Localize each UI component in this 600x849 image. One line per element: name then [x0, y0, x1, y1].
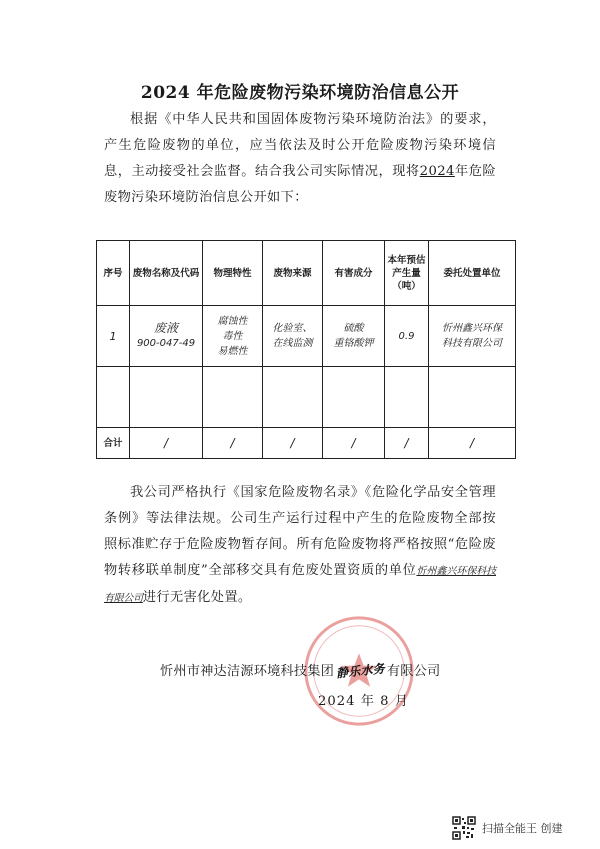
hazard-line: 重铬酸钾	[333, 338, 374, 349]
property-line: 腐蚀性	[217, 315, 248, 327]
header-hazardous-component: 有害成分	[323, 241, 385, 306]
total-value: /	[203, 428, 263, 459]
intro-text-before: 根据《中华人民共和国固体废物污染环境防治法》的要求，产生危险废物的单位，应当依法及时公开危险废物污染环境信息，主动接受社会监督。结合我公司实际情况，现将	[104, 112, 496, 179]
closing-text-after: 进行无害化处置。	[142, 590, 252, 605]
source-line: 化验室、	[272, 323, 313, 334]
header-disposal-unit: 委托处置单位	[429, 241, 516, 306]
closing-text-before: 我公司严格执行《国家危险废物名录》《危险化学品安全管理条例》等法律法规。公司生产运行过程中产生的危险废物全部按照标准贮存于危险废物暂存间。所有危险废物将严格按照“危险废物转移联单制度”全部移交具有危废处置资质的单位	[104, 485, 496, 578]
empty-cell	[385, 367, 429, 428]
total-value: /	[429, 428, 516, 459]
table-row	[97, 306, 516, 367]
company-name-after: 有限公司	[386, 664, 441, 679]
empty-cell	[429, 367, 516, 428]
closing-paragraph	[104, 480, 496, 612]
row-estimated-amount: 0.9	[385, 306, 429, 367]
table-total-row	[97, 428, 516, 459]
row-index: 1	[97, 306, 130, 367]
header-physical-property: 物理特性	[203, 241, 263, 306]
company-name-before: 忻州市神达洁源环境科技集团	[160, 664, 335, 679]
waste-info-table	[96, 240, 516, 459]
table-row-empty	[97, 367, 516, 428]
empty-cell	[263, 367, 323, 428]
hazard-line: 硫酸	[343, 323, 364, 334]
row-disposal-unit	[429, 306, 516, 367]
scanner-watermark	[452, 816, 592, 840]
disposer-line: 忻州鑫兴环保	[442, 323, 502, 334]
header-waste-name-code: 废物名称及代码	[130, 241, 203, 306]
source-line: 在线监测	[272, 338, 313, 349]
property-line: 易燃性	[217, 345, 248, 357]
scanner-app-label: 扫描全能王 创建	[482, 822, 563, 835]
header-waste-source: 废物来源	[263, 241, 323, 306]
row-waste-source	[263, 306, 323, 367]
waste-name: 废液	[153, 321, 178, 335]
header-index: 序号	[97, 241, 130, 306]
property-line: 毒性	[222, 330, 243, 342]
disposer-line: 科技有限公司	[442, 338, 502, 349]
total-label: 合计	[97, 428, 130, 459]
total-value: /	[323, 428, 385, 459]
table-header-row	[97, 241, 516, 306]
intro-paragraph	[104, 107, 496, 211]
intro-year: 2024	[419, 164, 455, 179]
intro-text-after: 年危险废物污染环境防治信息公开如下：	[104, 164, 496, 205]
empty-cell	[97, 367, 130, 428]
document-title: 2024 年危险废物污染环境防治信息公开	[140, 83, 460, 103]
handwritten-disposal-unit: 忻州鑫兴环保科技有限公司	[104, 566, 496, 604]
header-estimated-amount: 本年预估产生量（吨）	[385, 241, 429, 306]
empty-cell	[323, 367, 385, 428]
row-hazardous-component	[323, 306, 385, 367]
document-date: 2024 年 8 月	[318, 694, 409, 709]
row-physical-property	[203, 306, 263, 367]
empty-cell	[130, 367, 203, 428]
handwritten-signature: 静乐水务	[335, 661, 386, 681]
qr-code-icon	[452, 816, 476, 840]
total-value: /	[263, 428, 323, 459]
signature-line	[160, 660, 520, 679]
waste-code: 900-047-49	[136, 338, 196, 349]
row-waste-name-code	[130, 306, 203, 367]
total-value: /	[130, 428, 203, 459]
total-value: /	[385, 428, 429, 459]
empty-cell	[203, 367, 263, 428]
